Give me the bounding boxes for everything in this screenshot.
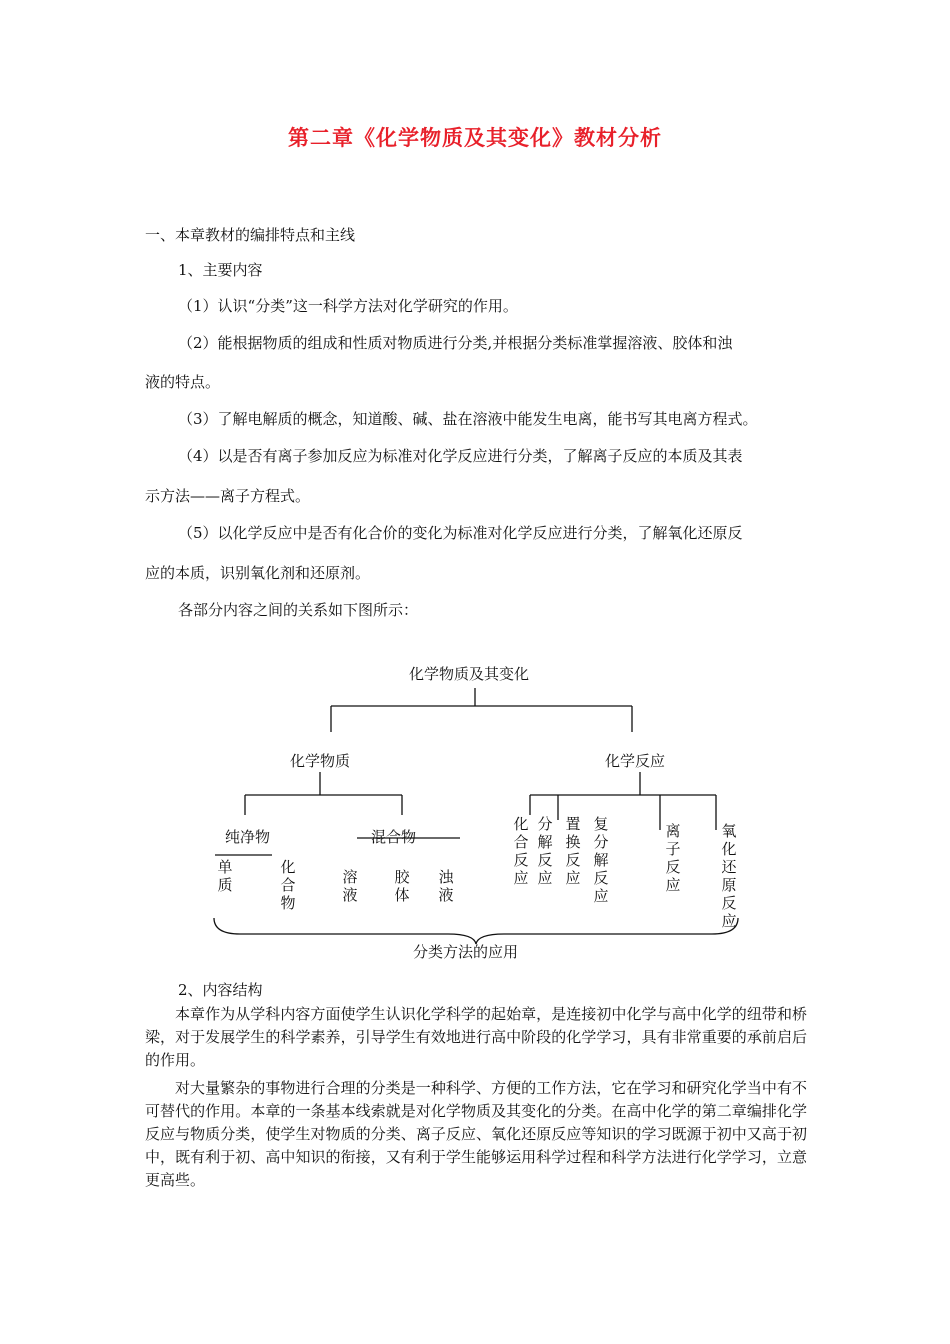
content-item-2: （2）能根据物质的组成和性质对物质进行分类,并根据分类标准掌握溶液、胶体和浊 [178, 334, 733, 352]
section-heading-2: 2、内容结构 [178, 981, 263, 999]
diagram-double-decomposition: 复分解反应 [593, 815, 609, 905]
bottom-brace [214, 918, 738, 944]
content-item-3: （3）了解电解质的概念，知道酸、碱、盐在溶液中能发生电离，能书写其电离方程式。 [178, 410, 758, 428]
diagram-compound: 化合物 [280, 858, 296, 912]
diagram-substances: 化学物质 [290, 752, 351, 770]
diagram-reactions: 化学反应 [605, 752, 666, 770]
content-item-5-cont: 应的本质，识别氧化剂和还原剂。 [145, 564, 371, 582]
subheading-main-content: 1、主要内容 [178, 261, 263, 279]
paragraph-1: 本章作为从学科内容方面使学生认识化学科学的起始章，是连接初中化学与高中化学的纽带和桥梁，对于发展学生的科学素养，引导学生有效地进行高中阶段的化学学习，具有非常重要的承前启后的作用。 [145, 1005, 807, 1069]
content-item-4-cont: 示方法——离子方程式。 [145, 487, 311, 505]
diagram-ionic: 离子反应 [665, 822, 681, 894]
diagram-mixture: 混合物 [371, 828, 417, 846]
paragraph-2: 对大量繁杂的事物进行合理的分类是一种科学、方便的工作方法，它在学习和研究化学当中有不可替代的作用。本章的一条基本线索就是对化学物质及其变化的分类。在高中化学的第二章编排化学反应与物质分类，使学生对物质的分类、离子反应、氧化还原反应等知识的学习既源于初中又高于初中，既有利于初、高中知识的衔接，又有利于学生能够运用科学过程和科学方法进行化学学习，立意更高些。 [145, 1079, 807, 1189]
diagram-redox: 氧化还原反应 [721, 822, 737, 930]
diagram-decomposition: 分解反应 [537, 815, 553, 887]
diagram-suspension: 浊液 [438, 868, 454, 904]
diagram-combination-clip [512, 815, 529, 887]
diagram-bottom-label: 分类方法的应用 [413, 943, 519, 961]
document-title: 第二章《化学物质及其变化》教材分析 [288, 125, 662, 150]
content-item-4: （4）以是否有离子参加反应为标准对化学反应进行分类，了解离子反应的本质及其表 [178, 447, 743, 465]
content-item-1: （1）认识“分类”这一科学方法对化学研究的作用。 [178, 297, 518, 315]
diagram-combination: 化合反应 [513, 815, 529, 887]
section-heading-1: 一、本章教材的编排特点和主线 [145, 226, 356, 244]
diagram-displacement: 置换反应 [565, 815, 581, 887]
diagram-root: 化学物质及其变化 [409, 665, 530, 683]
content-item-2-cont: 液的特点。 [145, 373, 221, 391]
diagram-element: 单质 [217, 858, 233, 894]
diagram-colloid: 胶体 [394, 868, 410, 904]
content-item-5: （5）以化学反应中是否有化合价的变化为标准对化学反应进行分类，了解氧化还原反 [178, 524, 743, 542]
diagram-solution: 溶液 [342, 868, 358, 904]
relation-intro: 各部分内容之间的关系如下图所示： [178, 601, 419, 619]
diagram-pure-substance: 纯净物 [225, 828, 271, 846]
